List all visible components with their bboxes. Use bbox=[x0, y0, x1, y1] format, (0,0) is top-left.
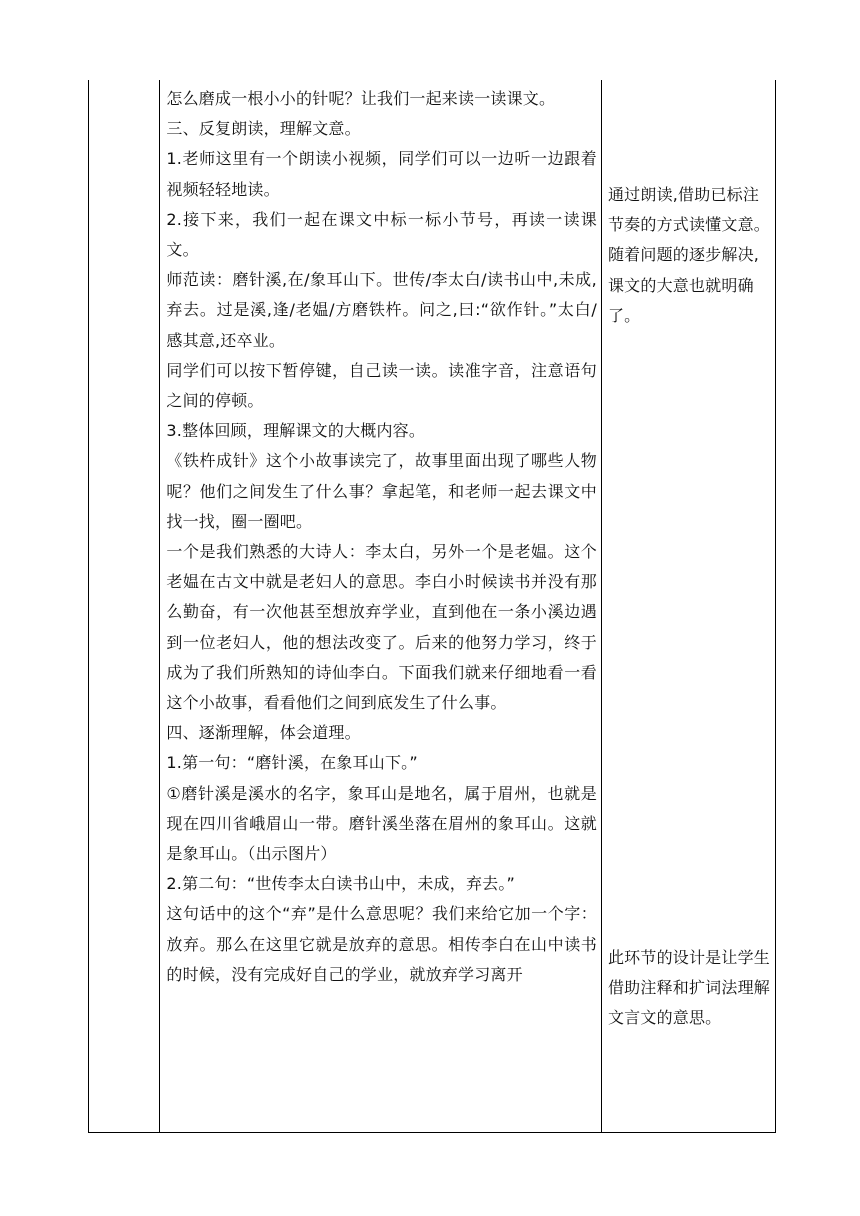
paragraph: 2.接下来，我们一起在课文中标一标小节号，再读一读课文。 bbox=[166, 209, 597, 260]
paragraph: 《铁杵成针》这个小故事读完了，故事里面出现了哪些人物呢？他们之间发生了什么事？拿起笔，和老师一起去课文中找一找，圈一圈吧。 bbox=[166, 451, 597, 531]
section-heading: 四、逐渐理解，体会道理。 bbox=[166, 723, 361, 743]
stage-column-cell bbox=[89, 80, 160, 1133]
paragraph: 这句话中的这个“弃”是什么意思呢？我们来给它加一个字：放弃。那么在这里它就是放弃的意思。相传李白在山中读书的时候，没有完成好自己的学业，就放弃学习离开 bbox=[166, 904, 597, 984]
paragraph: 同学们可以按下暂停键，自己读一读。读准字音，注意语句之间的停顿。 bbox=[166, 360, 597, 411]
design-intent-text bbox=[602, 80, 775, 1034]
paragraph: 2.第二句：“世传李太白读书山中，未成，弃去。” bbox=[166, 874, 516, 894]
paragraph: 一个是我们熟悉的大诗人：李太白，另外一个是老媪。这个老媪在古文中就是老妇人的意思。李白小时候读书并没有那么勤奋，有一次他甚至想放弃学业，直到他在一条小溪边遇到一位老妇人，他的想法改变了。后来的他努力学习，终于成为了我们所熟知的诗仙李白。下面我们就来仔细地看一看这个小故事，看看他们之间到底发生了什么事。 bbox=[166, 542, 597, 713]
paragraph: 1.第一句：“磨针溪，在象耳山下。” bbox=[166, 753, 418, 773]
paragraph: ①磨针溪是溪水的名字，象耳山是地名，属于眉州，也就是现在四川省峨眉山一带。磨针溪坐落在眉州的象耳山。这就是象耳山。（出示图片） bbox=[166, 783, 597, 864]
design-note: 此环节的设计是让学生借助注释和扩词法理解文言文的意思。 bbox=[607, 948, 770, 1028]
lesson-plan-table bbox=[88, 80, 776, 1133]
table-row bbox=[89, 80, 776, 1133]
design-intent-cell bbox=[601, 80, 775, 1133]
teaching-process-cell bbox=[160, 80, 602, 1133]
design-note: 通过朗读,借助已标注节奏的方式读懂文意。随着问题的逐步解决,课文的大意也就明确了。 bbox=[607, 185, 770, 325]
paragraph: 师范读：磨针溪,在/象耳山下。世传/李太白/读书山中,未成,弃去。过是溪,逢/老媪/方磨铁杵。问之,曰:“欲作针。”太白/感其意,还卒业。 bbox=[166, 270, 597, 350]
paragraph: 1.老师这里有一个朗读小视频，同学们可以一边听一边跟着视频轻轻地读。 bbox=[166, 149, 597, 199]
section-heading: 三、反复朗读，理解文意。 bbox=[166, 119, 361, 139]
paragraph: 3.整体回顾，理解课文的大概内容。 bbox=[166, 421, 426, 441]
paragraph: 怎么磨成一根小小的针呢？让我们一起来读一读课文。 bbox=[166, 89, 556, 108]
teaching-process-text bbox=[160, 80, 601, 990]
